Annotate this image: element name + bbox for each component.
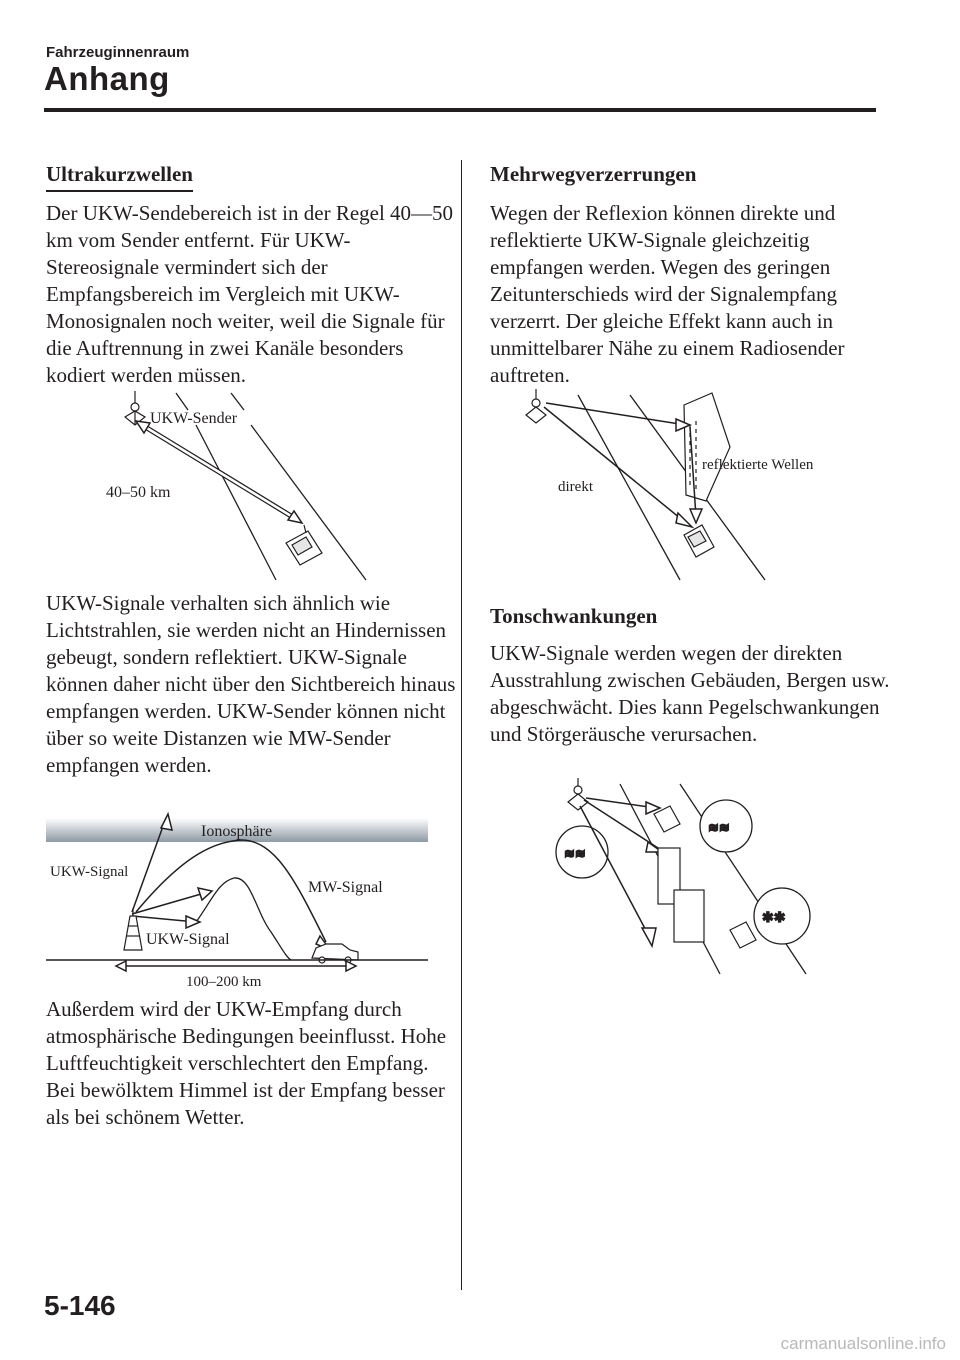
direct-arrow bbox=[544, 407, 692, 527]
paragraph-atmosphere: Außerdem wird der UKW-Empfang durch atmosphärische Bedingungen beeinflusst. Hohe Luftfeuchtigkeit verschlechtert den Empfang. Bei bewölktem Himmel ist der Empfang besser als bei schönem Wetter. bbox=[46, 997, 447, 1129]
section-label: Fahrzeuginnenraum bbox=[46, 44, 190, 61]
paragraph-range: Der UKW-Sendebereich ist in der Regel 40―50 km vom Sender entfernt. Für UKW-Stereosignale vermindert sich der Empfangsbereich im Vergleich mit UKW-Monosignalen noch weiter, weil die Signale für die Auftrennung in zwei Kanäle besonders kodiert werden müssen. bbox=[46, 201, 454, 387]
svg-text:✱✱: ✱✱ bbox=[762, 911, 786, 926]
diagram-fluctuation bbox=[550, 778, 820, 978]
ukw-signal-label-top: UKW-Signal bbox=[50, 864, 129, 880]
paragraph-multipath: Wegen der Reflexion können direkte und reflektierte UKW-Signale gleichzeitig empfangen werden. Wegen des geringen Zeitunterschieds wird der Signalempfang verzerrt. Der gleiche Effekt kann auch in unmittelbarer Nähe zu einem Radiosender auftreten. bbox=[490, 201, 845, 387]
mw-signal-label: MW-Signal bbox=[308, 879, 383, 896]
heading-ultrakurzwellen: Ultrakurzwellen bbox=[46, 162, 193, 192]
svg-text:≋≋: ≋≋ bbox=[564, 846, 586, 861]
svg-text:≋≋: ≋≋ bbox=[708, 820, 730, 835]
chapter-title: Anhang bbox=[44, 60, 170, 97]
ukw-signal-label-bottom: UKW-Signal bbox=[146, 931, 230, 948]
range-arrow bbox=[136, 421, 302, 523]
car-icon bbox=[286, 525, 322, 565]
page-number: 5-146 bbox=[44, 1290, 116, 1321]
noise-bubble-top bbox=[700, 800, 752, 852]
distance-label-200: 100–200 km bbox=[186, 974, 262, 990]
transmitter-icon bbox=[526, 389, 546, 423]
reflected-label: reflektierte Wellen bbox=[702, 457, 814, 473]
transmitter-icon bbox=[125, 391, 145, 425]
noise-bubble-bottom bbox=[754, 888, 810, 944]
reflected-arrow bbox=[546, 403, 702, 523]
diagram-multipath bbox=[520, 385, 840, 585]
diagram-ionosphere bbox=[46, 812, 430, 992]
direct-label: direkt bbox=[558, 479, 593, 495]
distance-label: 40–50 km bbox=[106, 484, 171, 501]
ionosphere-label: Ionosphäre bbox=[201, 823, 273, 840]
transmitter-icon bbox=[568, 778, 588, 810]
mw-signal-path bbox=[136, 840, 326, 942]
paragraph-light-behavior: UKW-Signale verhalten sich ähnlich wie Lichtstrahlen, sie werden nicht an Hindernissen gebeugt, sondern reflektiert. UKW-Signale können daher nicht über den Sichtbereich hinaus empfangen werden. UKW-Sender können nicht über so weite Distanzen wie MW-Sender empfangen werden. bbox=[46, 591, 456, 777]
column-divider bbox=[461, 160, 462, 1290]
tower-icon bbox=[124, 908, 142, 950]
building-icon bbox=[658, 848, 704, 942]
diagram-ukw-range bbox=[46, 385, 456, 590]
heading-tonschwankungen: Tonschwankungen bbox=[490, 604, 658, 628]
noise-bubble-left bbox=[556, 826, 608, 878]
watermark: carmanualsonline.info bbox=[780, 1334, 946, 1353]
ukw-sender-label: UKW-Sender bbox=[150, 410, 238, 427]
paragraph-fluctuation: UKW-Signale werden wegen der direkten Ausstrahlung zwischen Gebäuden, Bergen usw. abgeschwächt. Dies kann Pegelschwankungen und Störgeräusche verursachen. bbox=[490, 641, 890, 746]
car-icon bbox=[684, 525, 714, 557]
heading-mehrwegverzerrungen: Mehrwegverzerrungen bbox=[490, 162, 697, 186]
header-rule bbox=[44, 108, 876, 112]
